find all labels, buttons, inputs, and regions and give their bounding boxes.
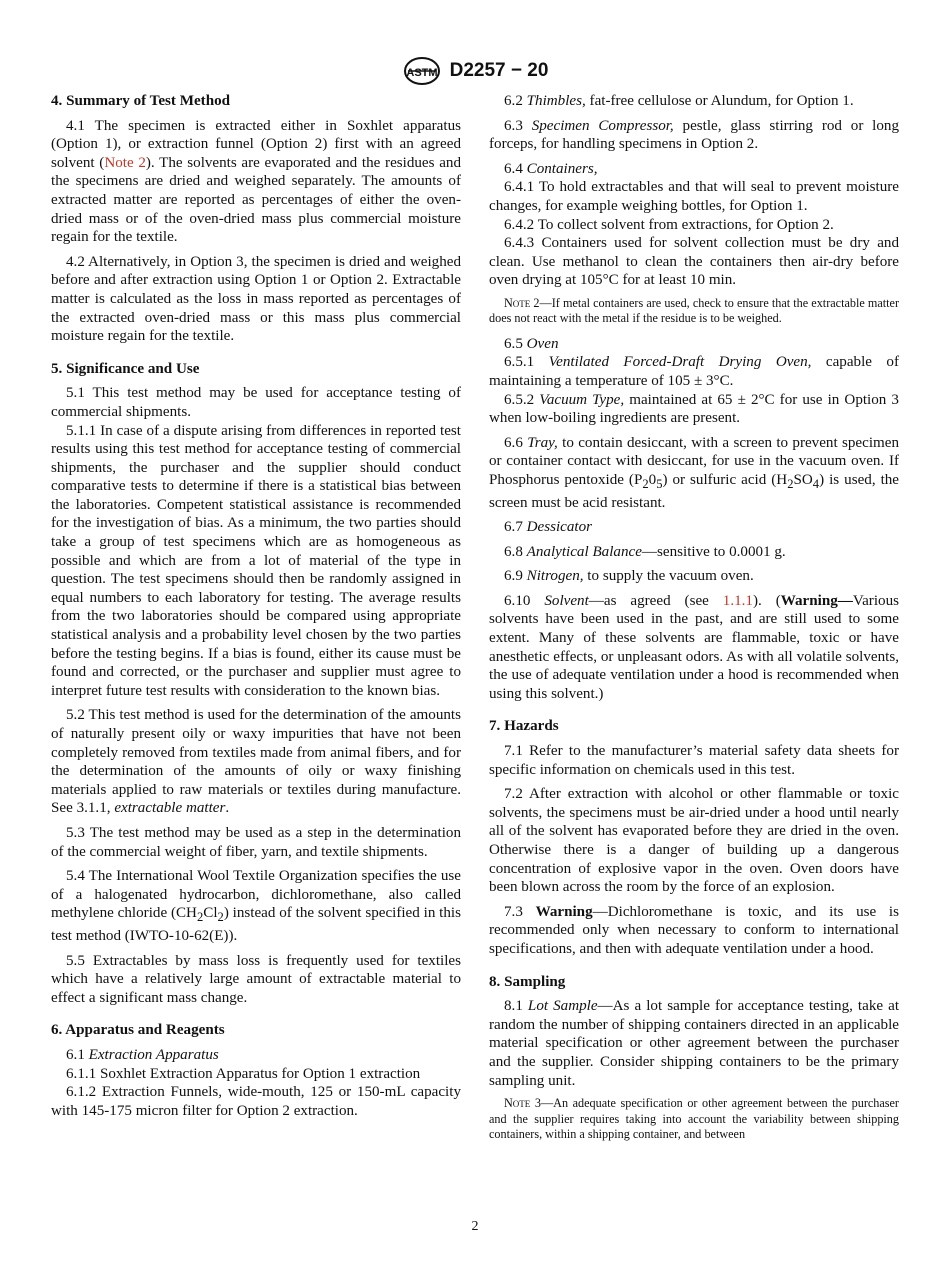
paragraph-6-1-2: 6.1.2 Extraction Funnels, wide-mouth, 125 or 150-mL capacity with 145-175 micron filter for Option 2 extraction. — [51, 1084, 461, 1119]
paragraph-5-5: 5.5 Extractables by mass loss is frequently used for textiles which have a relatively large amount of extractable material to effect a significant mass change. — [51, 952, 461, 1006]
paragraph-6-1-1: 6.1.1 Soxhlet Extraction Apparatus for Option 1 extraction — [66, 1065, 421, 1082]
paragraph-6-10: 6.10 Solvent—as agreed (see 1.1.1). (Warning—Various solvents have been used in the past, and are still used to some extent. Many of these solvents are flammable, toxic or have anesthetic effects, or unpleasant odors. As with all volatile solvents, the use of adequate ventilation under a hood is recommended when using this solvent.) — [489, 592, 899, 702]
paragraph-7-1: 7.1 Refer to the manufacturer’s material safety data sheets for specific information on chemicals used in this test. — [489, 743, 899, 778]
paragraph-4-1: 4.1 The specimen is extracted either in Soxhlet apparatus (Option 1), or extraction funnel (Option 2) first with an agreed solvent (Note 2). The solvents are evaporated and the residues and the specimens are dried and weighed separately. The amounts of extracted matter are reported as percentages of either the oven-dried mass or of the oven-dried mass plus commercial moisture regain for the textile. — [51, 117, 461, 246]
paragraph-5-2: 5.2 This test method is used for the determination of the amounts of naturally present oily or waxy impurities that have not been completely removed from textiles made from animal fibers, and for the determination of the amounts of oily or waxy finishing materials applied to raw materials or textiles during manufacture. See 3.1.1, extractable matter. — [51, 707, 461, 817]
paragraph-6-4-2: 6.4.2 To collect solvent from extractions, for Option 2. — [504, 216, 834, 233]
note-2: Note 2—If metal containers are used, check to ensure that the extractable matter does not react with the metal if the residue is to be weighed. — [489, 295, 900, 326]
paragraph-6-1: 6.1 Extraction Apparatus — [66, 1046, 219, 1063]
note-2-link[interactable]: Note 2 — [104, 154, 146, 171]
astm-logo-icon — [402, 56, 442, 86]
page-number: 2 — [471, 1219, 479, 1234]
note-3: Note 3—An adequate specification or other agreement between the purchaser and the supplier requires taking into account the variability between shipping containers, within a shipping container, and between — [489, 1096, 899, 1141]
paragraph-7-3: 7.3 Warning—Dichloromethane is toxic, and its use is recommended only when necessary to conform to international specifications, and then with adequate ventilation under a hood. — [489, 903, 899, 957]
paragraph-5-4: 5.4 The International Wool Textile Organization specifies the use of a halogenated hydrocarbon, dichloromethane, also called methylene chloride $(CH_2Cl_2)$ instead of the solvent specified in this test method (IWTO-10-62(E)). — [51, 868, 461, 944]
section-5-heading: 5. Significance and Use — [51, 360, 200, 377]
paragraph-6-4: 6.4 Containers, — [504, 160, 598, 177]
paragraph-6-8: 6.8 Analytical Balance—sensitive to 0.0001 g. — [504, 543, 786, 560]
paragraph-4-2: 4.2 Alternatively, in Option 3, the specimen is dried and weighed before and after extraction using Option 1 or Option 2. Extractable matter is calculated as the loss in mass reported as percentages of the extracted oven-dried mass or this mass plus commercial moisture regain for the textile. — [51, 253, 461, 345]
section-1-1-1-link[interactable]: 1.1.1 — [722, 592, 753, 609]
paragraph-8-1: 8.1 Lot Sample—As a lot sample for acceptance testing, take at random the number of shipping containers directed in an applicable material specification or other agreement between the purchaser and the supplier. Consider shipping containers to be the primary sampling unit. — [489, 998, 900, 1089]
paragraph-5-3: 5.3 The test method may be used as a step in the determination of the commercial weight of fiber, yarn, and textile shipments. — [51, 824, 461, 860]
paragraph-6-6: 6.6 Tray, to contain desiccant, with a screen to prevent specimen or container contact with desiccant, for use in the vacuum oven. If Phosphorus pentoxide $(P_20_5)$ or sulfuric acid $(H_2SO_4)$ is used, the screen must be acid resistant. — [489, 434, 900, 511]
paragraph-5-1: 5.1 This test method may be used for acceptance testing of commercial shipments. — [51, 385, 461, 420]
left-column — [51, 92, 461, 1126]
paragraph-6-5-1: 6.5.1 Ventilated Forced-Draft Drying Oven, capable of maintaining a temperature of 105 ± 3°C. — [489, 354, 899, 389]
paragraph-6-5: 6.5 Oven — [504, 335, 559, 352]
paragraph-5-1-1: 5.1.1 In case of a dispute arising from differences in reported test results using this test method for acceptance testing of commercial shipments, the purchaser and the supplier should conduct comparative tests to determine if there is a statistical bias between the laboratories. Competent statistical assistance is recommended for the investigation of bias. As a minimum, the two parties should take a group of test specimens which are as homogeneous as possible and which are from a lot of material of the type in question. The test specimens should then be randomly assigned in equal numbers to each laboratory for testing. The average results from the two laboratories should be compared using appropriate statistical analysis and a probability level chosen by the two parties before the testing begins. If a bias is found, either its cause must be found and corrected, or the purchaser and supplier must agree to interpret future test results with consideration to the known bias. — [51, 422, 461, 699]
paragraph-6-5-2: 6.5.2 Vacuum Type, maintained at 65 ± 2°C for use in Option 3 when low-boiling ingredients are present. — [489, 391, 899, 427]
svg-text:ASTM: ASTM — [406, 67, 438, 79]
paragraph-7-2: 7.2 After extraction with alcohol or other flammable or toxic solvents, the specimens must be air-dried under a hood until nearly all of the solvent has evaporated before they are dried in the oven. Otherwise there is a danger of building up a dangerous concentration of explosive vapor in the oven. Oven doors have been blown across the room by the force of an explosion. — [489, 786, 899, 896]
section-6-heading: 6. Apparatus and Reagents — [51, 1022, 225, 1039]
section-4-heading: 4. Summary of Test Method — [51, 93, 231, 109]
paragraph-6-3: 6.3 Specimen Compressor, pestle, glass stirring rod or long forceps, for handling specimens in Option 2. — [489, 117, 900, 153]
paragraph-6-4-3: 6.4.3 Containers used for solvent collection must be dry and clean. Use methanol to clean the containers then air-dry before oven drying at 105°C for at least 10 min. — [489, 235, 899, 289]
paragraph-6-4-1: 6.4.1 To hold extractables and that will seal to prevent moisture changes, for example weighing bottles, for Option 1. — [489, 179, 899, 214]
paragraph-6-2: 6.2 Thimbles, fat-free cellulose or Alundum, for Option 1. — [504, 93, 854, 109]
section-8-heading: 8. Sampling — [489, 973, 566, 990]
page-header — [0, 56, 950, 86]
section-7-heading: 7. Hazards — [489, 718, 559, 735]
right-column — [489, 92, 899, 1150]
paragraph-6-7: 6.7 Dessicator — [504, 519, 593, 536]
document-designation: D2257 − 20 — [449, 60, 549, 81]
paragraph-6-9: 6.9 Nitrogen, to supply the vacuum oven. — [504, 568, 754, 585]
